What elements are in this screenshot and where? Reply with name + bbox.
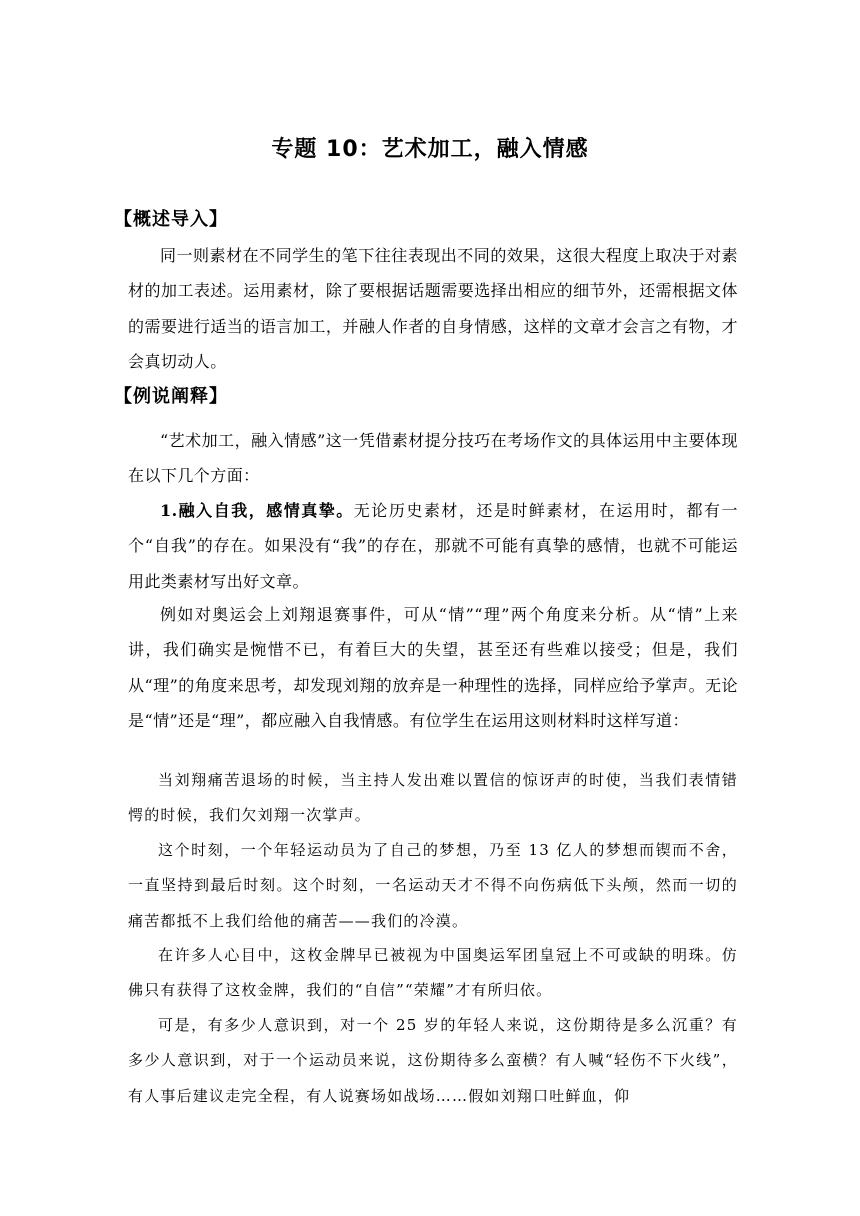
point-one-body: 无论历史素材，还是时鲜素材，在运用时，都有一个“自我”的存在。如果没有“我”的存在，那就不可能有真挚的感情，也就不可能运用此类素材写出好文章。: [128, 501, 738, 591]
quote-paragraph-1: 当刘翔痛苦退场的时候，当主持人发出难以置信的惊讶声的时使，当我们表情错愕的时候，我们欠刘翔一次掌声。: [128, 771, 738, 825]
example-paragraph: 例如对奥运会上刘翔退赛事件，可从“情”“理”两个角度来分析。从“情”上来讲，我们确实是惋惜不已，有着巨大的失望，甚至还有些难以接受；但是，我们从“理”的角度来思考，却发现刘翔的放弃是一种理性的选择，同样应给予掌声。无论是“情”还是“理”，都应融入自我情感。有位学生在运用这则材料时这样写道：: [128, 605, 738, 731]
point-one-paragraph: [128, 493, 738, 599]
point-one-heading: 1.融入自我，感情真挚。: [160, 501, 354, 520]
document-title: 专题 10：艺术加工，融入情感: [271, 137, 589, 162]
quote-paragraph-2: 这个时刻，一个年轻运动员为了自己的梦想，乃至 13 亿人的梦想而锲而不舍，一直坚持到最后时刻。这个时刻，一名运动天才不得不向伤病低下头颅，然而一切的痛苦都抵不上我们给他的痛苦——我们的冷漠。: [128, 841, 738, 930]
section-heading-overview: 【概述导入】: [114, 209, 228, 230]
section-heading-examples: 【例说阐释】: [114, 386, 228, 407]
quote-paragraph-4: 可是，有多少人意识到，对一个 25 岁的年轻人来说，这份期待是多么沉重？有多少人意识到，对于一个运动员来说，这份期待多么蛮横？有人喊“轻伤不下火线”，有人事后建议走完全程，有人说赛场如战场……假如刘翔口吐鲜血，仰: [128, 1016, 738, 1105]
examples-intro-paragraph: “艺术加工，融入情感”这一凭借素材提分技巧在考场作文的具体运用中主要体现在以下几个方面：: [128, 431, 738, 486]
overview-paragraph: 同一则素材在不同学生的笔下往往表现出不同的效果，这很大程度上取决于对素材的加工表述。运用素材，除了要根据话题需要选择出相应的细节外，还需根据文体的需要进行适当的语言加工，并融人作者的自身情感，这样的文章才会言之有物，才会真切动人。: [128, 246, 738, 372]
quote-paragraph-3: 在许多人心目中，这枚金牌早已被视为中国奥运军团皇冠上不可或缺的明珠。仿佛只有获得了这枚金牌，我们的“自信”“荣耀”才有所归依。: [128, 946, 738, 1000]
